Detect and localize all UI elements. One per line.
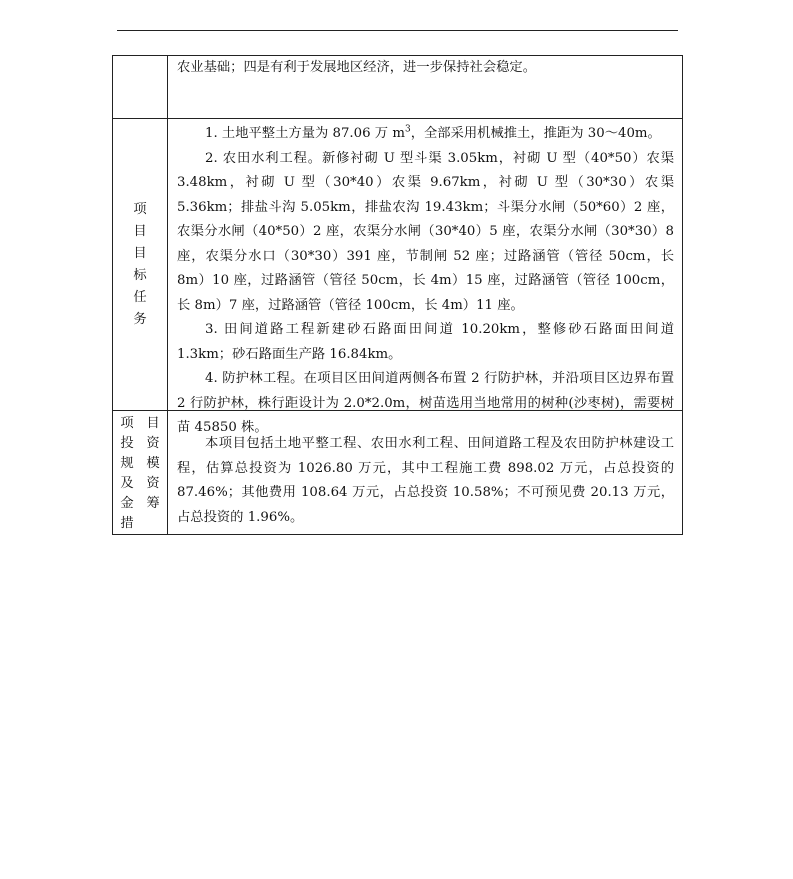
investment-paragraph: 本项目包括土地平整工程、农田水利工程、田间道路工程及农田防护林建设工程，估算总投资为 1026.80 万元，其中工程施工费 898.02 万元，占总投资的 87.46%；其他费用 108.64 万元，占总投资 10.58%；不可预见费 20.13 万元，占总投资的 1.96%。 [177,436,674,525]
task-paragraph-land-leveling: 1. 土地平整土方量为 87.06 万 $m^3$，全部采用机械推土，推距为 30～40m。 [205,124,661,141]
project-table [112,55,683,535]
task-paragraph-shelterbelt: 4. 防护林工程。在项目区田间道两侧各布置 2 行防护林，并沿项目区边界布置 2 行防护林，株行距设计为 2.0*2.0m，树苗选用当地常用的树种(沙枣树)，需要树苗 45850 株。 [177,371,674,435]
task-paragraph-irrigation: 2. 农田水利工程。新修衬砌 U 型斗渠 3.05km，衬砌 U 型（40*50）农渠 3.48km，衬砌 U 型（30*40）农渠 9.67km，衬砌 U 型（30*30）农渠 5.36km；排盐斗沟 5.05km，排盐农沟 19.43km；斗渠分水闸（50*60）2 座，农渠分水闸（40*50）2 座，农渠分水闸（30*40）5 座，农渠分水闸（30*30）8 座，农渠分水口（30*30）391 座，节制闸 52 座；过路涵管（管径 50cm，长 8m）10 座，过路涵管（管径 50cm，长 4m）15 座，过路涵管（管径 100cm，长 8m）7 座，过路涵管（管径 100cm，长 4m）11 座。 [177,150,674,313]
project-tasks-content [168,119,683,435]
row-label-cell [113,56,168,119]
task-paragraph-roads: 3. 田间道路工程新建砂石路面田间道 10.20km，整修砂石路面田间道 1.3km；砂石路面生产路 16.84km。 [177,322,674,362]
table-row [113,56,683,119]
background-text: 农业基础；四是有利于发展地区经济，进一步保持社会稳定。 [177,60,537,75]
header-rule [117,30,678,31]
investment-label: 项 目 投 资 规 模 及 资 金 筹 措 [113,411,168,535]
project-tasks-label: 项 目 目 标 任 务 [113,119,168,411]
table-row [113,119,683,411]
row-content-cell [168,56,683,119]
